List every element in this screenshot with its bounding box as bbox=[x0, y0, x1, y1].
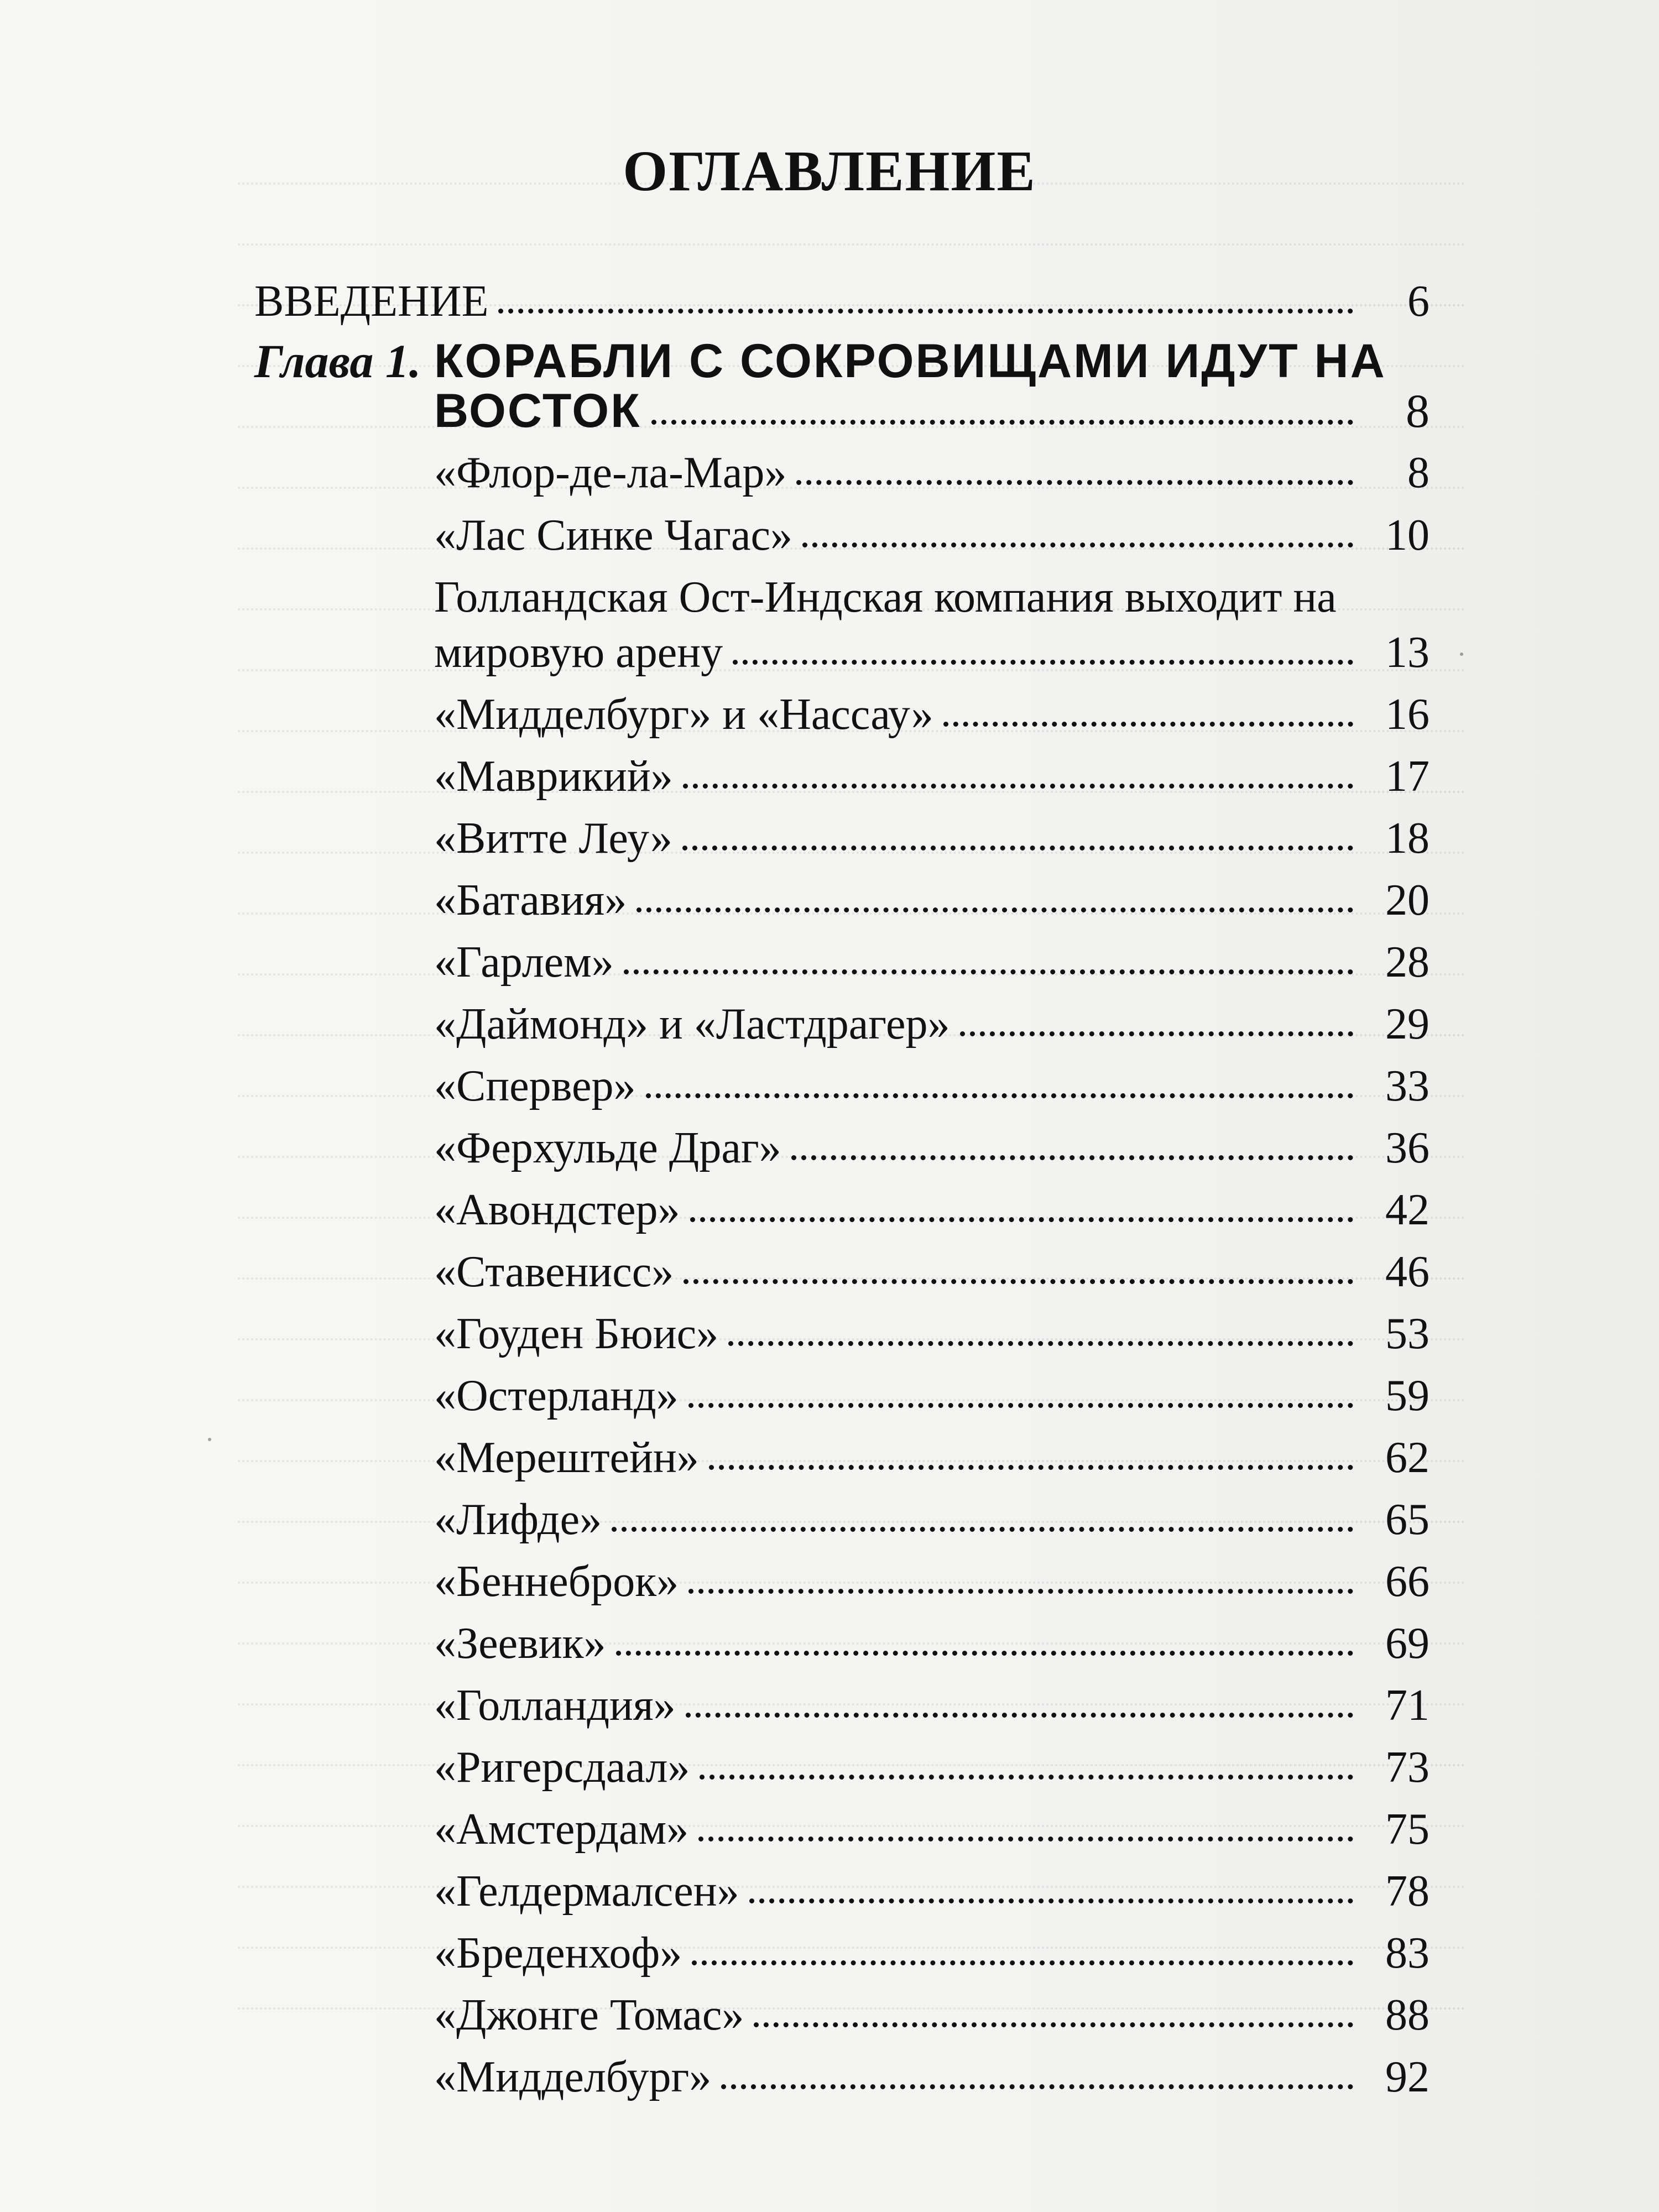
toc-page-number: 92 bbox=[1385, 2053, 1430, 2101]
toc-entry-label: «Ферхульде Драг» bbox=[434, 1124, 781, 1172]
toc-entry-label: «Остерланд» bbox=[434, 1371, 679, 1420]
toc-entry[interactable] bbox=[434, 1621, 1430, 1666]
toc-entry-label: «Флор-де-ла-Мар» bbox=[434, 448, 787, 497]
toc-entry-label: «Мидделбург» и «Нассау» bbox=[434, 690, 933, 739]
dot-leader bbox=[796, 480, 1353, 485]
dot-leader bbox=[698, 1837, 1353, 1841]
toc-entry-label: «Витте Леу» bbox=[434, 814, 672, 863]
dot-leader bbox=[709, 1465, 1353, 1470]
dot-leader bbox=[721, 2084, 1353, 2089]
dot-leader bbox=[688, 1589, 1353, 1594]
toc-page-number: 46 bbox=[1385, 1248, 1430, 1296]
toc-page-number: 53 bbox=[1385, 1310, 1430, 1358]
toc-page-number: 69 bbox=[1385, 1619, 1430, 1668]
paper-speck bbox=[208, 1438, 211, 1441]
toc-page-number: 88 bbox=[1385, 1991, 1430, 2039]
chapter-label: Глава 1. bbox=[254, 335, 421, 388]
dot-leader bbox=[612, 1527, 1353, 1532]
toc-entry[interactable] bbox=[434, 511, 1430, 560]
toc-page-number: 73 bbox=[1385, 1743, 1430, 1792]
toc-entry-label: «Авондстер» bbox=[434, 1186, 680, 1234]
toc-entry-label: «Маврикий» bbox=[434, 752, 673, 801]
toc-entry[interactable] bbox=[434, 1867, 1430, 1916]
toc-entry[interactable] bbox=[434, 1433, 1430, 1482]
toc-page-number: 8 bbox=[1407, 448, 1430, 497]
toc-entry-label: «Лас Синке Чагас» bbox=[434, 511, 792, 560]
dot-leader bbox=[960, 1031, 1354, 1036]
toc-entry-label: «Голландия» bbox=[434, 1681, 676, 1730]
toc-entry[interactable] bbox=[434, 814, 1430, 863]
toc-page-number: 29 bbox=[1385, 1000, 1430, 1048]
toc-page-number: 83 bbox=[1385, 1929, 1430, 1978]
toc-entry[interactable] bbox=[434, 1993, 1430, 2037]
toc-page-number: 28 bbox=[1385, 938, 1430, 987]
dot-leader bbox=[692, 1960, 1353, 1965]
toc-page-number: 66 bbox=[1385, 1557, 1430, 1606]
toc-entry-line1: Голландская Ост-Индская компания выходит на bbox=[434, 573, 1337, 622]
toc-entry-intro[interactable] bbox=[254, 279, 1430, 324]
dot-leader bbox=[688, 1403, 1353, 1408]
toc-page-number: 33 bbox=[1385, 1062, 1430, 1110]
toc-entry[interactable] bbox=[434, 448, 1430, 497]
toc-entry-label: «Амстердам» bbox=[434, 1805, 689, 1854]
toc-entry-label: «Мерештейн» bbox=[434, 1433, 699, 1482]
toc-entry-label: мировую арену bbox=[434, 628, 723, 677]
toc-entry-label: «Ригерсдаал» bbox=[434, 1743, 690, 1792]
chapter-title-line2: ВОСТОК bbox=[434, 384, 641, 437]
dot-leader bbox=[646, 1093, 1354, 1098]
toc-page-number: 36 bbox=[1385, 1124, 1430, 1172]
toc-entry[interactable] bbox=[434, 1312, 1430, 1356]
toc-page-number: 20 bbox=[1385, 876, 1430, 925]
chapter-title-line1: КОРАБЛИ С СОКРОВИЩАМИ ИДУТ НА bbox=[434, 335, 1386, 388]
toc-entry[interactable] bbox=[434, 1188, 1430, 1232]
toc-page-number: 10 bbox=[1385, 511, 1430, 560]
dot-leader bbox=[686, 1713, 1353, 1718]
toc-page-number: 6 bbox=[1407, 277, 1430, 326]
toc-entry-label: «Ставенисс» bbox=[434, 1248, 674, 1296]
toc-entry-label: ВВЕДЕНИЕ bbox=[254, 277, 489, 326]
toc-entry-label: «Зеевик» bbox=[434, 1619, 606, 1668]
dot-leader bbox=[791, 1155, 1353, 1160]
toc-entry-label: «Даймонд» и «Ластдрагер» bbox=[434, 1000, 950, 1048]
dot-leader bbox=[683, 784, 1353, 789]
toc-page-number: 42 bbox=[1385, 1186, 1430, 1234]
toc-entry-label: «Мидделбург» bbox=[434, 2053, 712, 2101]
toc-page-number: 75 bbox=[1385, 1805, 1430, 1854]
dot-leader bbox=[498, 309, 1353, 314]
toc-page-number: 13 bbox=[1385, 628, 1430, 677]
toc-entry-label: «Гарлем» bbox=[434, 938, 614, 987]
toc-entry-label: «Гоуден Бюис» bbox=[434, 1310, 719, 1358]
dot-leader bbox=[690, 1217, 1354, 1222]
toc-page-number: 65 bbox=[1385, 1495, 1430, 1544]
toc-page-number: 16 bbox=[1385, 690, 1430, 739]
dot-leader bbox=[733, 660, 1353, 665]
dot-leader bbox=[943, 722, 1353, 727]
toc-entry-label: «Беннеброк» bbox=[434, 1557, 679, 1606]
toc-page-number: 18 bbox=[1385, 814, 1430, 863]
toc-entry[interactable] bbox=[434, 1559, 1430, 1604]
toc-entry[interactable] bbox=[434, 1929, 1430, 1978]
toc-page-number: 59 bbox=[1385, 1371, 1430, 1420]
paper-speck bbox=[1460, 653, 1463, 656]
toc-entry[interactable] bbox=[434, 1064, 1430, 1108]
toc-entry[interactable] bbox=[434, 876, 1430, 925]
toc-page-number: 17 bbox=[1385, 752, 1430, 801]
chapter-title-line2-row[interactable] bbox=[434, 384, 1430, 437]
toc-entry[interactable] bbox=[434, 1002, 1430, 1046]
dot-leader bbox=[749, 1898, 1353, 1903]
toc-entry[interactable] bbox=[434, 2055, 1430, 2099]
dot-leader bbox=[624, 969, 1353, 974]
toc-entry-label: «Спервер» bbox=[434, 1062, 636, 1110]
toc-entry[interactable] bbox=[434, 1495, 1430, 1544]
toc-entry[interactable] bbox=[434, 1745, 1430, 1790]
dot-leader bbox=[700, 1775, 1353, 1780]
toc-entry-label: «Бреденхоф» bbox=[434, 1929, 682, 1978]
toc-entry[interactable] bbox=[434, 1805, 1430, 1854]
page-title: ОГЛАВЛЕНИЕ bbox=[623, 139, 1036, 203]
toc-entry[interactable] bbox=[434, 1683, 1430, 1728]
toc-entry-label: «Гелдермалсен» bbox=[434, 1867, 739, 1916]
dot-leader bbox=[754, 2022, 1353, 2027]
toc-entry[interactable] bbox=[434, 1250, 1430, 1294]
dot-leader bbox=[802, 542, 1353, 547]
toc-page-number: 78 bbox=[1385, 1867, 1430, 1916]
dot-leader bbox=[651, 420, 1353, 425]
toc-entry[interactable] bbox=[434, 630, 1430, 675]
toc-entry[interactable] bbox=[434, 692, 1430, 737]
dot-leader bbox=[684, 1279, 1353, 1284]
dot-leader bbox=[637, 907, 1353, 912]
toc-entry-label: «Батавия» bbox=[434, 876, 627, 925]
toc-entry[interactable] bbox=[434, 1371, 1430, 1420]
toc-entry[interactable] bbox=[434, 1126, 1430, 1170]
toc-entry-label: «Лифде» bbox=[434, 1495, 602, 1544]
dot-leader bbox=[682, 846, 1353, 851]
toc-page-number: 71 bbox=[1385, 1681, 1430, 1730]
dot-leader bbox=[728, 1341, 1353, 1346]
toc-entry[interactable] bbox=[434, 938, 1430, 987]
toc-page-number: 62 bbox=[1385, 1433, 1430, 1482]
toc-entry[interactable] bbox=[434, 754, 1430, 799]
dot-leader bbox=[616, 1651, 1353, 1656]
toc-entry-label: «Джонге Томас» bbox=[434, 1991, 744, 2039]
toc-page-number: 8 bbox=[1406, 384, 1430, 437]
